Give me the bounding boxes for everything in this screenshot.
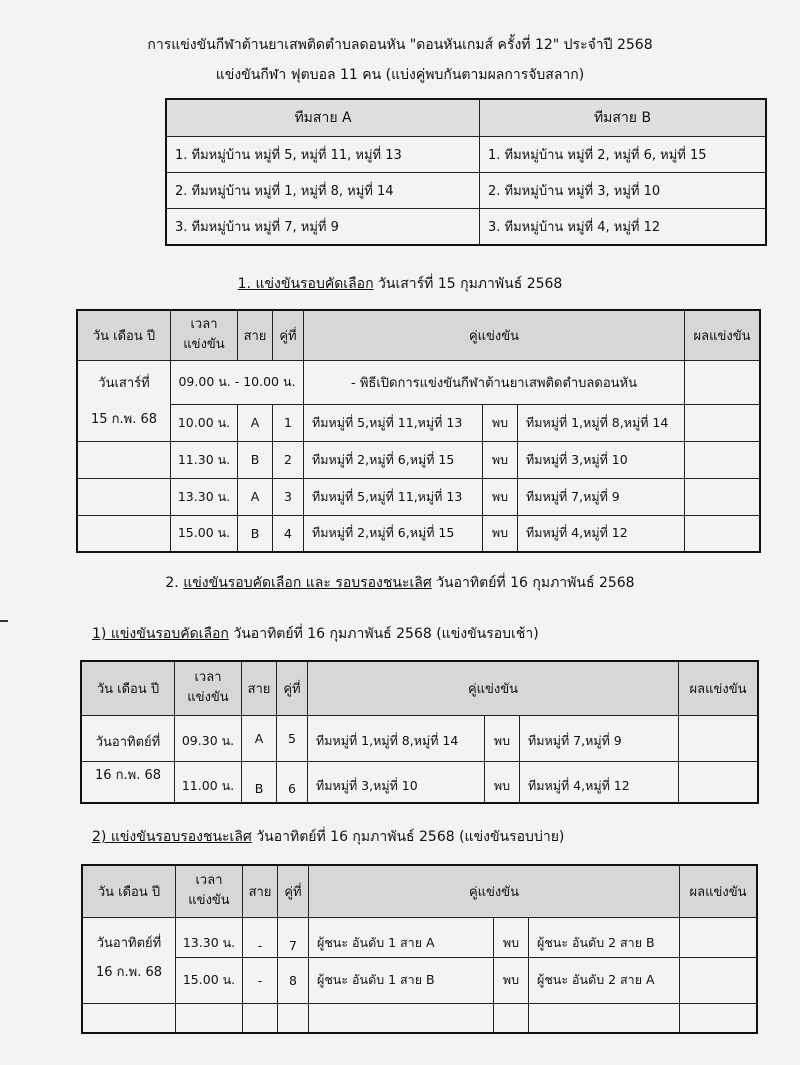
- empty-cell: [309, 1003, 494, 1033]
- empty-cell: [82, 1003, 176, 1033]
- empty-cell: [680, 1003, 758, 1033]
- sub1-date: วันอาทิตย์ที่ 16 กุมภาพันธ์ 2568 (แข่งขันรอบเช้า): [228, 626, 539, 642]
- section2-title: แข่งขันรอบคัดเลือก และ รอบรองชนะเลิศ: [183, 575, 432, 591]
- sub2-date-cell: 16 ก.พ. 68: [82, 957, 176, 1003]
- group-b-team-1: 1. ทีมหมู่บ้าน หมู่ที่ 2, หมู่ที่ 6, หมู่ที่ 15: [480, 137, 767, 173]
- match-vs: พบ: [483, 404, 518, 441]
- spacer-cell: [679, 715, 759, 731]
- match-result: [680, 917, 758, 957]
- match-vs: พบ: [485, 731, 520, 761]
- section1-heading: [0, 273, 800, 295]
- match-team1: ผู้ชนะ อันดับ 1 สาย A: [309, 917, 494, 957]
- match-team2: ทีมหมู่ที่ 3,หมู่ที่ 10: [518, 441, 685, 478]
- table-row: [77, 441, 760, 478]
- match-vs: พบ: [483, 478, 518, 515]
- match-result: [685, 515, 761, 552]
- empty-date-cell: [77, 478, 171, 515]
- s1-opening-time: 09.00 น. - 10.00 น.: [171, 360, 304, 404]
- spacer-cell: [175, 715, 242, 731]
- match-vs: พบ: [485, 761, 520, 803]
- match-vs: พบ: [494, 957, 529, 1003]
- col-group-header: สาย: [238, 310, 273, 360]
- match-group: -: [243, 917, 278, 957]
- match-group: B: [238, 441, 273, 478]
- col-date-header: วัน เดือน ปี: [77, 310, 171, 360]
- empty-cell: [278, 1003, 309, 1033]
- section2-heading: [0, 572, 800, 594]
- match-number: 7: [278, 917, 309, 957]
- match-number: 2: [273, 441, 304, 478]
- section2-number: 2.: [165, 575, 184, 591]
- col-match-header: คู่แข่งขัน: [304, 310, 685, 360]
- match-vs: พบ: [483, 515, 518, 552]
- match-number: 4: [273, 515, 304, 552]
- match-result: [685, 441, 761, 478]
- match-group: -: [243, 957, 278, 1003]
- col-match-header: คู่แข่งขัน: [308, 661, 679, 715]
- match-number: 5: [277, 731, 308, 761]
- match-time: 11.00 น.: [175, 761, 242, 803]
- match-team1: ทีมหมู่ที่ 2,หมู่ที่ 6,หมู่ที่ 15: [304, 441, 483, 478]
- sub2-date: วันอาทิตย์ที่ 16 กุมภาพันธ์ 2568 (แข่งขันรอบบ่าย): [251, 829, 565, 845]
- sub1-heading: [92, 623, 539, 645]
- empty-date-cell: [77, 515, 171, 552]
- spacer-cell: [242, 715, 277, 731]
- match-time: 11.30 น.: [171, 441, 238, 478]
- col-group-header: สาย: [242, 661, 277, 715]
- match-number: 6: [277, 761, 308, 803]
- match-time: 13.30 น.: [171, 478, 238, 515]
- group-a-team-2: 2. ทีมหมู่บ้าน หมู่ที่ 1, หมู่ที่ 8, หมู่ที่ 14: [166, 173, 480, 209]
- spacer-cell: [520, 715, 679, 731]
- col-match-no-header: คู่ที่: [278, 865, 309, 917]
- match-group: A: [238, 404, 273, 441]
- match-vs: พบ: [494, 917, 529, 957]
- match-team2: ทีมหมู่ที่ 7,หมู่ที่ 9: [520, 731, 679, 761]
- col-result-header: ผลแข่งขัน: [679, 661, 759, 715]
- sub1-title: 1) แข่งขันรอบคัดเลือก: [92, 626, 229, 642]
- group-b-team-2: 2. ทีมหมู่บ้าน หมู่ที่ 3, หมู่ที่ 10: [480, 173, 767, 209]
- table-row: [77, 404, 760, 441]
- match-result: [680, 957, 758, 1003]
- empty-cell: [243, 1003, 278, 1033]
- document-title: การแข่งขันกีฬาต้านยาเสพติดตำบลดอนหัน "ดอนหันเกมส์ ครั้งที่ 12" ประจำปี 2568: [147, 37, 653, 53]
- table-row: [82, 1003, 757, 1033]
- match-group: A: [242, 731, 277, 761]
- col-result-header: ผลแข่งขัน: [685, 310, 761, 360]
- group-b-team-3: 3. ทีมหมู่บ้าน หมู่ที่ 4, หมู่ที่ 12: [480, 209, 767, 246]
- group-a-header: ทีมสาย A: [166, 99, 480, 137]
- match-team2: ผู้ชนะ อันดับ 2 สาย A: [529, 957, 680, 1003]
- col-group-header: สาย: [243, 865, 278, 917]
- match-result: [679, 761, 759, 803]
- match-team1: ทีมหมู่ที่ 3,หมู่ที่ 10: [308, 761, 485, 803]
- match-number: 8: [278, 957, 309, 1003]
- col-match-header: คู่แข่งขัน: [309, 865, 680, 917]
- col-date-header: วัน เดือน ปี: [82, 865, 176, 917]
- table-row: [81, 761, 758, 803]
- sub2-title: 2) แข่งขันรอบรองชนะเลิศ: [92, 829, 252, 845]
- col-result-header: ผลแข่งขัน: [680, 865, 758, 917]
- match-team1: ทีมหมู่ที่ 5,หมู่ที่ 11,หมู่ที่ 13: [304, 404, 483, 441]
- match-team1: ผู้ชนะ อันดับ 1 สาย B: [309, 957, 494, 1003]
- match-vs: พบ: [483, 441, 518, 478]
- table-row: [77, 478, 760, 515]
- s1-day-cell: วันเสาร์ที่: [77, 360, 171, 404]
- col-match-no-header: คู่ที่: [277, 661, 308, 715]
- sub1-day-cell: วันอาทิตย์ที่: [81, 731, 175, 761]
- match-group: B: [238, 515, 273, 552]
- section1-date: วันเสาร์ที่ 15 กุมภาพันธ์ 2568: [373, 276, 563, 292]
- document-subtitle: แข่งขันกีฬา ฟุตบอล 11 คน (แบ่งคู่พบกันตามผลการจับสลาก): [215, 67, 585, 83]
- match-result: [685, 404, 761, 441]
- edge-mark: [0, 620, 8, 622]
- section1-schedule-table: [76, 309, 761, 553]
- match-number: 3: [273, 478, 304, 515]
- col-time-header: เวลา แข่งขัน: [176, 865, 243, 917]
- match-time: 13.30 น.: [176, 917, 243, 957]
- match-team1: ทีมหมู่ที่ 1,หมู่ที่ 8,หมู่ที่ 14: [308, 731, 485, 761]
- s1-opening-text: - พิธีเปิดการแข่งขันกีฬาต้านยาเสพติดตำบลดอนหัน: [304, 360, 685, 404]
- match-team2: ทีมหมู่ที่ 4,หมู่ที่ 12: [520, 761, 679, 803]
- match-team1: ทีมหมู่ที่ 2,หมู่ที่ 6,หมู่ที่ 15: [304, 515, 483, 552]
- match-team2: ทีมหมู่ที่ 7,หมู่ที่ 9: [518, 478, 685, 515]
- col-match-no-header: คู่ที่: [273, 310, 304, 360]
- empty-cell: [494, 1003, 529, 1033]
- groups-table: [165, 98, 767, 246]
- spacer-cell: [277, 715, 308, 731]
- table-row: [81, 731, 758, 761]
- section2-date: วันอาทิตย์ที่ 16 กุมภาพันธ์ 2568: [431, 575, 635, 591]
- sub1-date-cell: 16 ก.พ. 68: [81, 761, 175, 803]
- match-team2: ทีมหมู่ที่ 1,หมู่ที่ 8,หมู่ที่ 14: [518, 404, 685, 441]
- section1-title: 1. แข่งขันรอบคัดเลือก: [237, 276, 374, 292]
- sub2-heading: [92, 826, 564, 848]
- empty-cell: [529, 1003, 680, 1033]
- col-time-header: เวลา แข่งขัน: [175, 661, 242, 715]
- match-group: B: [242, 761, 277, 803]
- table-row: [77, 515, 760, 552]
- sub2-day-cell: วันอาทิตย์ที่: [82, 917, 176, 957]
- s1-date-cell: 15 ก.พ. 68: [77, 404, 171, 441]
- empty-cell: [176, 1003, 243, 1033]
- group-a-team-1: 1. ทีมหมู่บ้าน หมู่ที่ 5, หมู่ที่ 11, หมู่ที่ 13: [166, 137, 480, 173]
- s1-opening-result: [685, 360, 761, 404]
- spacer-cell: [81, 715, 175, 731]
- match-group: A: [238, 478, 273, 515]
- empty-date-cell: [77, 441, 171, 478]
- col-time-header: เวลา แข่งขัน: [171, 310, 238, 360]
- match-time: 10.00 น.: [171, 404, 238, 441]
- match-number: 1: [273, 404, 304, 441]
- match-team2: ผู้ชนะ อันดับ 2 สาย B: [529, 917, 680, 957]
- sub1-schedule-table: [80, 660, 759, 804]
- match-team1: ทีมหมู่ที่ 5,หมู่ที่ 11,หมู่ที่ 13: [304, 478, 483, 515]
- sub2-schedule-table: [81, 864, 758, 1034]
- match-time: 09.30 น.: [175, 731, 242, 761]
- match-time: 15.00 น.: [176, 957, 243, 1003]
- col-date-header: วัน เดือน ปี: [81, 661, 175, 715]
- group-b-header: ทีมสาย B: [480, 99, 767, 137]
- match-team2: ทีมหมู่ที่ 4,หมู่ที่ 12: [518, 515, 685, 552]
- spacer-cell: [485, 715, 520, 731]
- match-time: 15.00 น.: [171, 515, 238, 552]
- table-row: [82, 917, 757, 957]
- match-result: [685, 478, 761, 515]
- table-row: [82, 957, 757, 1003]
- match-result: [679, 731, 759, 761]
- group-a-team-3: 3. ทีมหมู่บ้าน หมู่ที่ 7, หมู่ที่ 9: [166, 209, 480, 246]
- spacer-cell: [308, 715, 485, 731]
